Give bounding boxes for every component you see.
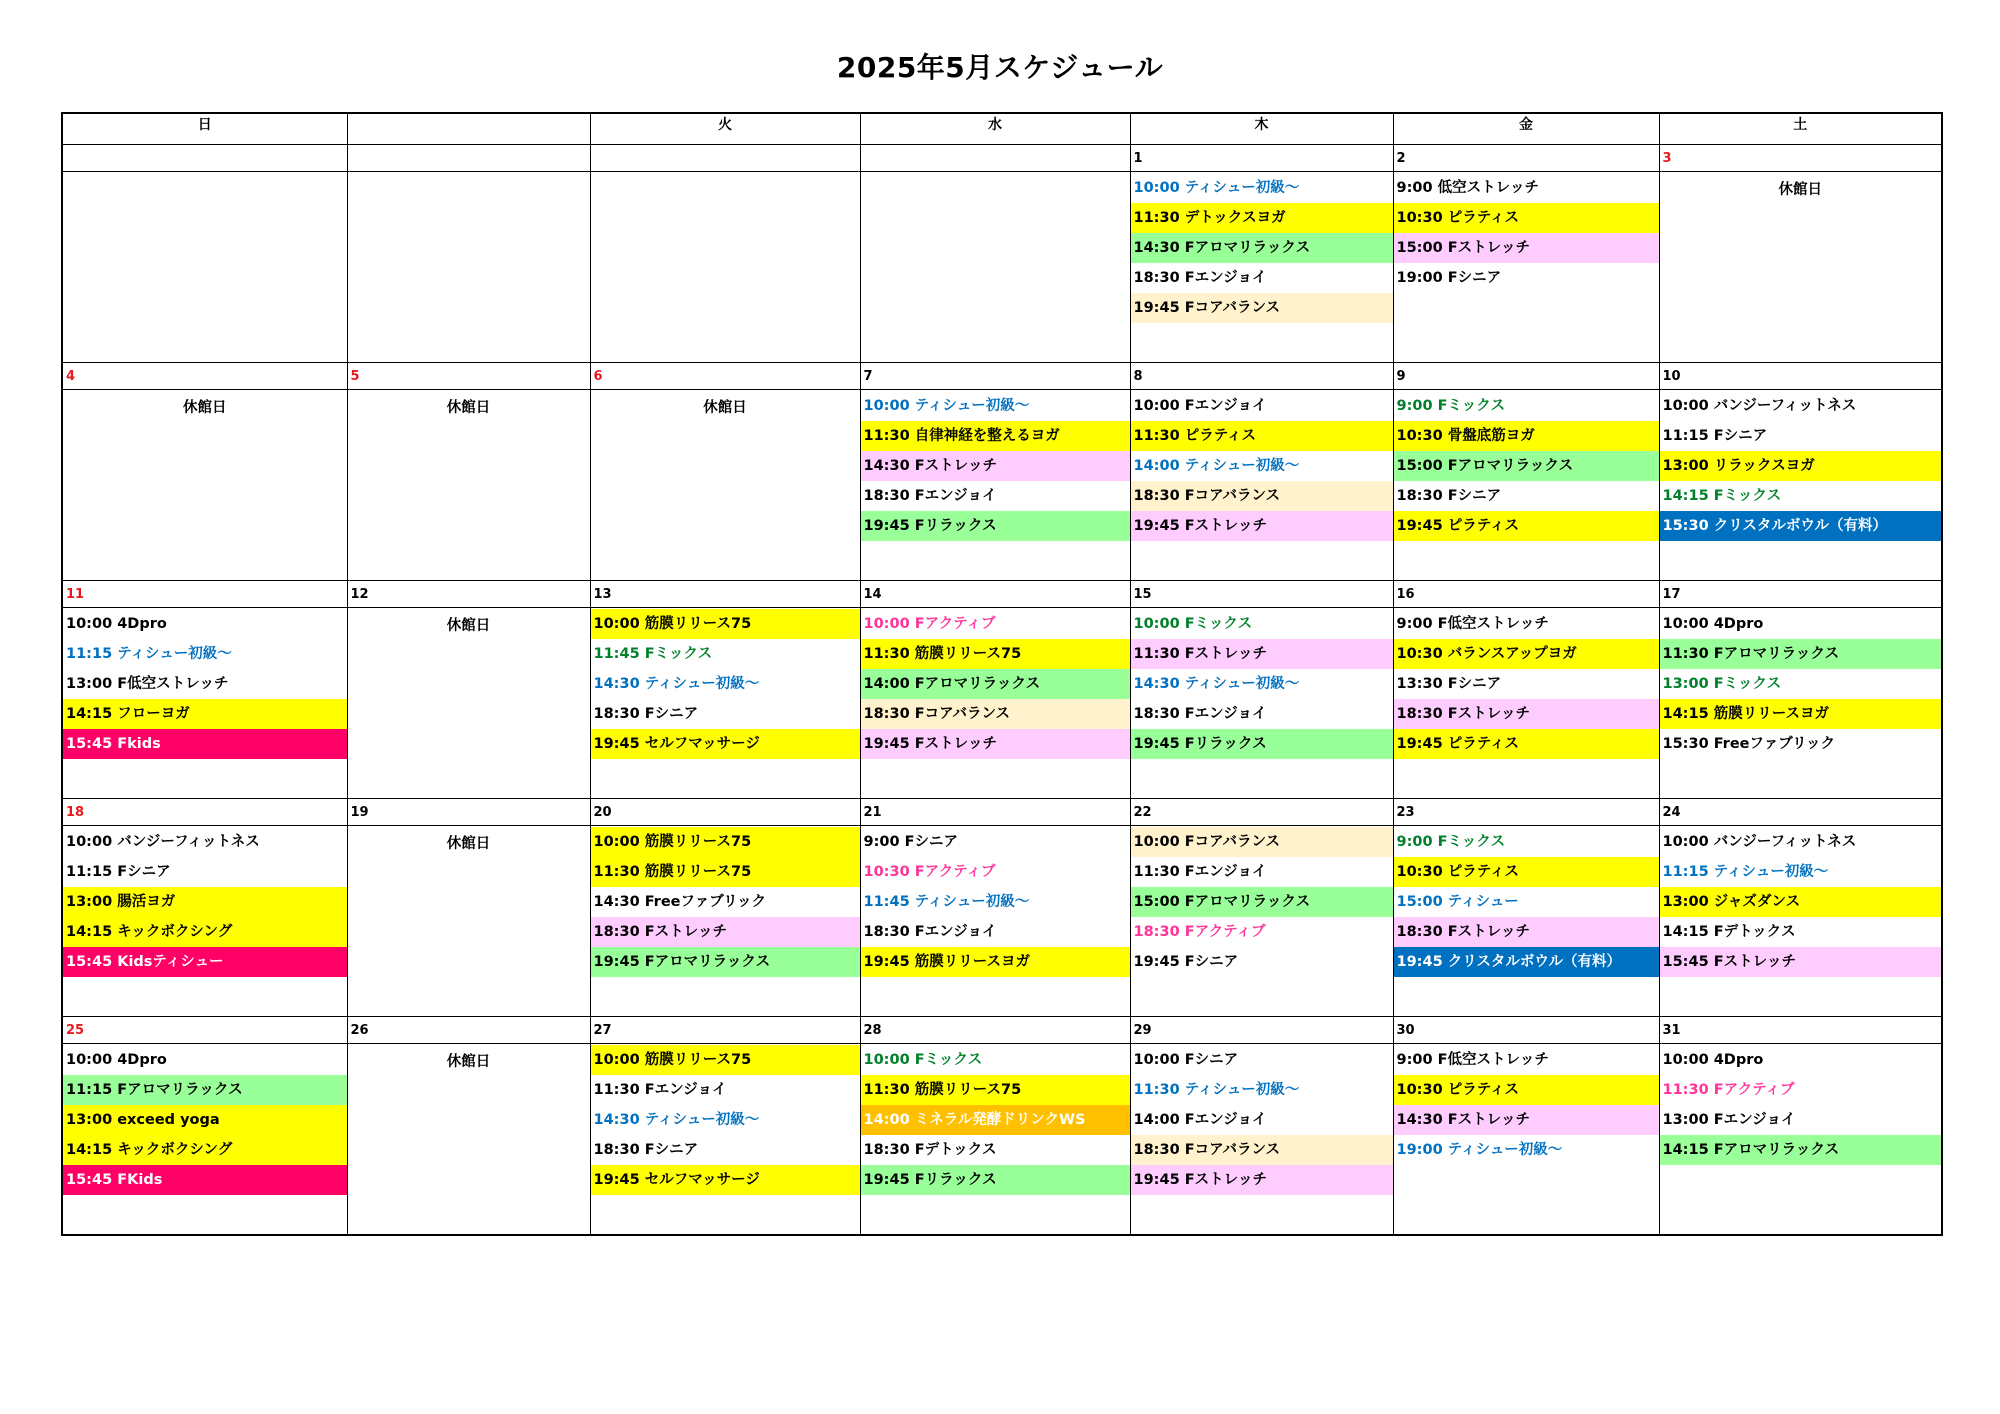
day-cell [62, 826, 347, 1017]
event-item: 19:45 ピラティス [1394, 511, 1659, 541]
day-cell [62, 608, 347, 799]
event-item: 10:00 バンジーフィットネス [66, 834, 260, 850]
event-item: 9:00 Fシニア [863, 834, 959, 850]
closed-label: 休館日 [703, 400, 747, 416]
day-cell [590, 608, 860, 799]
day-cell [1130, 826, 1393, 1017]
event-item: 9:00 F低空ストレッチ [1396, 1052, 1549, 1068]
date-number: 17 [1659, 581, 1942, 608]
event-item: 18:30 Fエンジョイ [863, 488, 997, 504]
page-title: 2025年5月スケジュール [836, 51, 1164, 84]
event-item: 14:15 フローヨガ [63, 699, 347, 729]
date-number: 31 [1659, 1017, 1942, 1044]
day-cell [590, 390, 860, 581]
event-item: 18:30 Fシニア [1396, 488, 1502, 504]
event-item: 14:15 キックボクシング [63, 1135, 347, 1165]
event-item: 10:00 Fシニア [1133, 1052, 1239, 1068]
event-item: 13:00 Fエンジョイ [1662, 1112, 1796, 1128]
event-item: 13:00 F低空ストレッチ [66, 676, 229, 692]
event-list [1394, 608, 1659, 759]
event-item: 14:30 Fアロマリラックス [1131, 233, 1393, 263]
date-number [62, 145, 347, 172]
event-item: 10:00 Fコアバランス [1131, 827, 1393, 857]
day-cell [1130, 390, 1393, 581]
event-list [591, 608, 860, 759]
day-cell [347, 390, 590, 581]
event-item: 11:15 ティシュー初級～ [1662, 864, 1829, 880]
date-number: 7 [860, 363, 1130, 390]
event-item: 14:15 Fミックス [1662, 488, 1782, 504]
day-cell [347, 608, 590, 799]
event-item: 10:00 4Dpro [66, 616, 167, 632]
date-number: 28 [860, 1017, 1130, 1044]
day-cell [1659, 172, 1942, 363]
event-item: 11:30 ピラティス [1131, 421, 1393, 451]
event-item: 18:30 Fコアバランス [1131, 1135, 1393, 1165]
event-item: 14:00 ミネラル発酵ドリンクWS [861, 1105, 1130, 1135]
day-cell [1659, 826, 1942, 1017]
day-cell [590, 172, 860, 363]
date-number: 6 [590, 363, 860, 390]
event-item: 19:45 筋膜リリースヨガ [861, 947, 1130, 977]
event-item: 10:00 Fアクティブ [863, 616, 996, 632]
event-item: 11:15 Fアロマリラックス [63, 1075, 347, 1105]
event-list [861, 608, 1130, 759]
event-item: 19:45 Fストレッチ [1131, 511, 1393, 541]
event-item: 9:00 Fミックス [1396, 398, 1506, 414]
date-row [62, 363, 1942, 390]
event-item: 10:00 筋膜リリース75 [591, 1045, 860, 1075]
event-item: 10:00 ティシュー初級～ [863, 398, 1030, 414]
day-cell [347, 172, 590, 363]
event-list [1131, 1044, 1393, 1195]
event-list [1394, 390, 1659, 541]
date-number: 18 [62, 799, 347, 826]
event-item: 15:00 Fストレッチ [1394, 233, 1659, 263]
date-number: 9 [1393, 363, 1659, 390]
date-row [62, 799, 1942, 826]
events-row [62, 390, 1942, 581]
event-item: 19:45 Fコアバランス [1131, 293, 1393, 323]
event-item: 11:15 ティシュー初級～ [66, 646, 232, 662]
date-number: 24 [1659, 799, 1942, 826]
date-number: 12 [347, 581, 590, 608]
event-item: 18:30 Fストレッチ [591, 917, 860, 947]
event-item: 14:15 Fアロマリラックス [1660, 1135, 1942, 1165]
day-cell [860, 1044, 1130, 1236]
event-item: 15:45 Kidsティシュー [63, 947, 347, 977]
day-cell [590, 1044, 860, 1236]
event-list [63, 826, 347, 977]
event-item: 18:30 Fシニア [593, 1142, 699, 1158]
date-number: 19 [347, 799, 590, 826]
day-cell [1659, 390, 1942, 581]
event-item: 10:00 Fエンジョイ [1133, 398, 1267, 414]
event-item: 11:30 Fアクティブ [1662, 1082, 1795, 1098]
event-item: 10:00 Fミックス [863, 1052, 983, 1068]
event-list [1131, 608, 1393, 759]
event-list [861, 826, 1130, 977]
event-item: 19:45 Fリラックス [861, 1165, 1130, 1195]
event-list [63, 1044, 347, 1195]
weekday-header-wed: 水 [860, 113, 1130, 145]
day-cell [62, 390, 347, 581]
event-item: 10:30 ピラティス [1394, 1075, 1659, 1105]
event-item: 14:30 Fストレッチ [1394, 1105, 1659, 1135]
date-number: 13 [590, 581, 860, 608]
event-item: 13:00 腸活ヨガ [63, 887, 347, 917]
event-item: 15:00 Fアロマリラックス [1394, 451, 1659, 481]
event-item: 14:30 ティシュー初級～ [593, 676, 760, 692]
event-item: 10:00 ティシュー初級～ [1133, 180, 1300, 196]
event-item: 14:30 ティシュー初級～ [593, 1112, 760, 1128]
date-number: 1 [1130, 145, 1393, 172]
event-item: 18:30 Fコアバランス [861, 699, 1130, 729]
event-item: 10:00 4Dpro [1662, 1052, 1764, 1068]
day-cell [1393, 390, 1659, 581]
date-number: 4 [62, 363, 347, 390]
event-item: 15:00 ティシュー [1396, 894, 1519, 910]
weekday-header-sun: 日 [62, 113, 347, 145]
event-item: 11:45 Fミックス [593, 646, 713, 662]
event-item: 11:15 Fシニア [1662, 428, 1768, 444]
day-cell [62, 1044, 347, 1236]
event-item: 13:00 リラックスヨガ [1660, 451, 1942, 481]
date-number: 23 [1393, 799, 1659, 826]
event-item: 9:00 低空ストレッチ [1396, 180, 1539, 196]
event-item: 18:30 Fデトックス [863, 1142, 997, 1158]
date-number: 22 [1130, 799, 1393, 826]
event-list [1394, 172, 1659, 293]
event-item: 18:30 Fエンジョイ [1133, 706, 1267, 722]
event-list [861, 1044, 1130, 1195]
event-item: 11:30 筋膜リリース75 [861, 1075, 1130, 1105]
event-item: 19:45 Fシニア [1133, 954, 1239, 970]
date-number: 25 [62, 1017, 347, 1044]
events-row [62, 826, 1942, 1017]
event-item: 18:30 Fアクティブ [1133, 924, 1266, 940]
day-cell [1659, 1044, 1942, 1236]
event-item: 14:00 Fエンジョイ [1133, 1112, 1267, 1128]
weekday-header-tue: 火 [590, 113, 860, 145]
weekday-header-fri: 金 [1393, 113, 1659, 145]
event-item: 18:30 Fコアバランス [1131, 481, 1393, 511]
day-cell [860, 826, 1130, 1017]
date-number: 5 [347, 363, 590, 390]
event-item: 11:30 筋膜リリース75 [591, 857, 860, 887]
event-list [591, 826, 860, 977]
date-number: 3 [1659, 145, 1942, 172]
closed-label: 休館日 [183, 400, 227, 416]
event-item: 10:00 4Dpro [66, 1052, 167, 1068]
event-item: 14:00 ティシュー初級～ [1133, 458, 1300, 474]
date-number: 10 [1659, 363, 1942, 390]
event-item: 18:30 Fストレッチ [1394, 917, 1659, 947]
event-item: 9:00 F低空ストレッチ [1396, 616, 1549, 632]
weekday-header-mon [347, 113, 590, 145]
event-item: 19:45 セルフマッサージ [591, 729, 860, 759]
event-item: 19:45 セルフマッサージ [591, 1165, 860, 1195]
event-item: 10:00 Fミックス [1133, 616, 1253, 632]
event-list [1660, 826, 1942, 977]
date-number: 11 [62, 581, 347, 608]
event-list [1131, 390, 1393, 541]
event-item: 11:45 ティシュー初級～ [863, 894, 1030, 910]
event-item: 10:00 バンジーフィットネス [1662, 834, 1857, 850]
day-cell [347, 826, 590, 1017]
date-row [62, 1017, 1942, 1044]
event-item: 11:30 Fエンジョイ [593, 1082, 727, 1098]
event-list [1394, 1044, 1659, 1165]
date-row [62, 145, 1942, 172]
date-number: 16 [1393, 581, 1659, 608]
events-row [62, 608, 1942, 799]
weekday-header-sat: 土 [1659, 113, 1942, 145]
event-item: 11:30 デトックスヨガ [1131, 203, 1393, 233]
event-item: 19:45 Fストレッチ [861, 729, 1130, 759]
event-item: 14:30 Fストレッチ [861, 451, 1130, 481]
closed-label: 休館日 [446, 836, 491, 852]
event-item: 19:45 Fストレッチ [1131, 1165, 1393, 1195]
event-list [1131, 172, 1393, 323]
event-item: 11:30 自律神経を整えるヨガ [861, 421, 1130, 451]
date-number: 30 [1393, 1017, 1659, 1044]
day-cell [1659, 608, 1942, 799]
schedule-calendar [61, 112, 1943, 1236]
event-item: 15:30 Freeファブリック [1662, 736, 1836, 752]
event-item: 15:30 クリスタルボウル（有料） [1660, 511, 1942, 541]
event-item: 11:30 Fアロマリラックス [1660, 639, 1942, 669]
date-number: 14 [860, 581, 1130, 608]
event-item: 11:15 Fシニア [66, 864, 171, 880]
closed-label: 休館日 [1778, 182, 1822, 198]
event-item: 18:30 Fシニア [593, 706, 699, 722]
event-item: 19:00 ティシュー初級～ [1396, 1142, 1563, 1158]
event-item: 15:45 FKids [63, 1165, 347, 1195]
event-item: 18:30 Fエンジョイ [1133, 270, 1267, 286]
event-item: 11:30 ティシュー初級～ [1133, 1082, 1300, 1098]
event-item: 13:30 Fシニア [1396, 676, 1502, 692]
event-item: 15:45 Fストレッチ [1660, 947, 1942, 977]
date-number [590, 145, 860, 172]
event-item: 10:30 ピラティス [1394, 203, 1659, 233]
calendar-body [62, 145, 1942, 1236]
day-cell [62, 172, 347, 363]
day-cell [860, 390, 1130, 581]
event-list [1660, 1044, 1942, 1165]
event-list [63, 608, 347, 759]
event-list [1660, 390, 1942, 541]
date-number: 26 [347, 1017, 590, 1044]
event-item: 19:45 ピラティス [1394, 729, 1659, 759]
event-item: 10:30 ピラティス [1394, 857, 1659, 887]
event-item: 9:00 Fミックス [1396, 834, 1506, 850]
day-cell [1393, 1044, 1659, 1236]
events-row [62, 172, 1942, 363]
date-number: 29 [1130, 1017, 1393, 1044]
closed-label: 休館日 [446, 618, 491, 634]
event-item: 19:45 Fアロマリラックス [591, 947, 860, 977]
event-item: 14:30 ティシュー初級～ [1133, 676, 1300, 692]
event-item: 10:00 筋膜リリース75 [591, 609, 860, 639]
date-row [62, 581, 1942, 608]
day-cell [1130, 608, 1393, 799]
event-item: 13:00 exceed yoga [63, 1105, 347, 1135]
day-cell [1393, 826, 1659, 1017]
event-item: 10:30 バランスアップヨガ [1394, 639, 1659, 669]
events-row [62, 1044, 1942, 1236]
event-item: 10:30 Fアクティブ [863, 864, 996, 880]
weekday-header-row [62, 113, 1942, 145]
event-item: 14:00 Fアロマリラックス [861, 669, 1130, 699]
event-item: 13:00 ジャズダンス [1660, 887, 1942, 917]
date-number [860, 145, 1130, 172]
date-number: 15 [1130, 581, 1393, 608]
event-list [1394, 826, 1659, 977]
date-number: 21 [860, 799, 1130, 826]
event-item: 10:00 筋膜リリース75 [591, 827, 860, 857]
event-item: 19:45 クリスタルボウル（有料） [1394, 947, 1659, 977]
day-cell [1393, 172, 1659, 363]
event-item: 14:15 筋膜リリースヨガ [1660, 699, 1942, 729]
event-item: 14:15 Fデトックス [1662, 924, 1796, 940]
day-cell [1130, 1044, 1393, 1236]
date-number: 8 [1130, 363, 1393, 390]
day-cell [860, 608, 1130, 799]
event-list [861, 390, 1130, 541]
event-item: 10:00 4Dpro [1662, 616, 1764, 632]
event-list [1660, 608, 1942, 759]
event-item: 18:30 Fストレッチ [1394, 699, 1659, 729]
event-item: 11:30 筋膜リリース75 [861, 639, 1130, 669]
weekday-header-thu: 木 [1130, 113, 1393, 145]
day-cell [347, 1044, 590, 1236]
event-item: 11:30 Fエンジョイ [1133, 864, 1267, 880]
day-cell [860, 172, 1130, 363]
event-item: 14:30 Freeファブリック [593, 894, 767, 910]
event-item: 11:30 Fストレッチ [1131, 639, 1393, 669]
closed-label: 休館日 [446, 400, 491, 416]
date-number [347, 145, 590, 172]
day-cell [590, 826, 860, 1017]
day-cell [1130, 172, 1393, 363]
event-item: 15:00 Fアロマリラックス [1131, 887, 1393, 917]
date-number: 2 [1393, 145, 1659, 172]
date-number: 27 [590, 1017, 860, 1044]
event-item: 18:30 Fエンジョイ [863, 924, 997, 940]
event-item: 19:45 Fリラックス [861, 511, 1130, 541]
event-item: 15:45 Fkids [63, 729, 347, 759]
event-item: 19:00 Fシニア [1396, 270, 1502, 286]
event-item: 10:30 骨盤底筋ヨガ [1394, 421, 1659, 451]
event-item: 10:00 バンジーフィットネス [1662, 398, 1857, 414]
event-list [591, 1044, 860, 1195]
event-item: 13:00 Fミックス [1662, 676, 1782, 692]
event-item: 14:15 キックボクシング [63, 917, 347, 947]
event-item: 19:45 Fリラックス [1131, 729, 1393, 759]
event-list [1131, 826, 1393, 977]
closed-label: 休館日 [446, 1054, 491, 1070]
date-number: 20 [590, 799, 860, 826]
day-cell [1393, 608, 1659, 799]
